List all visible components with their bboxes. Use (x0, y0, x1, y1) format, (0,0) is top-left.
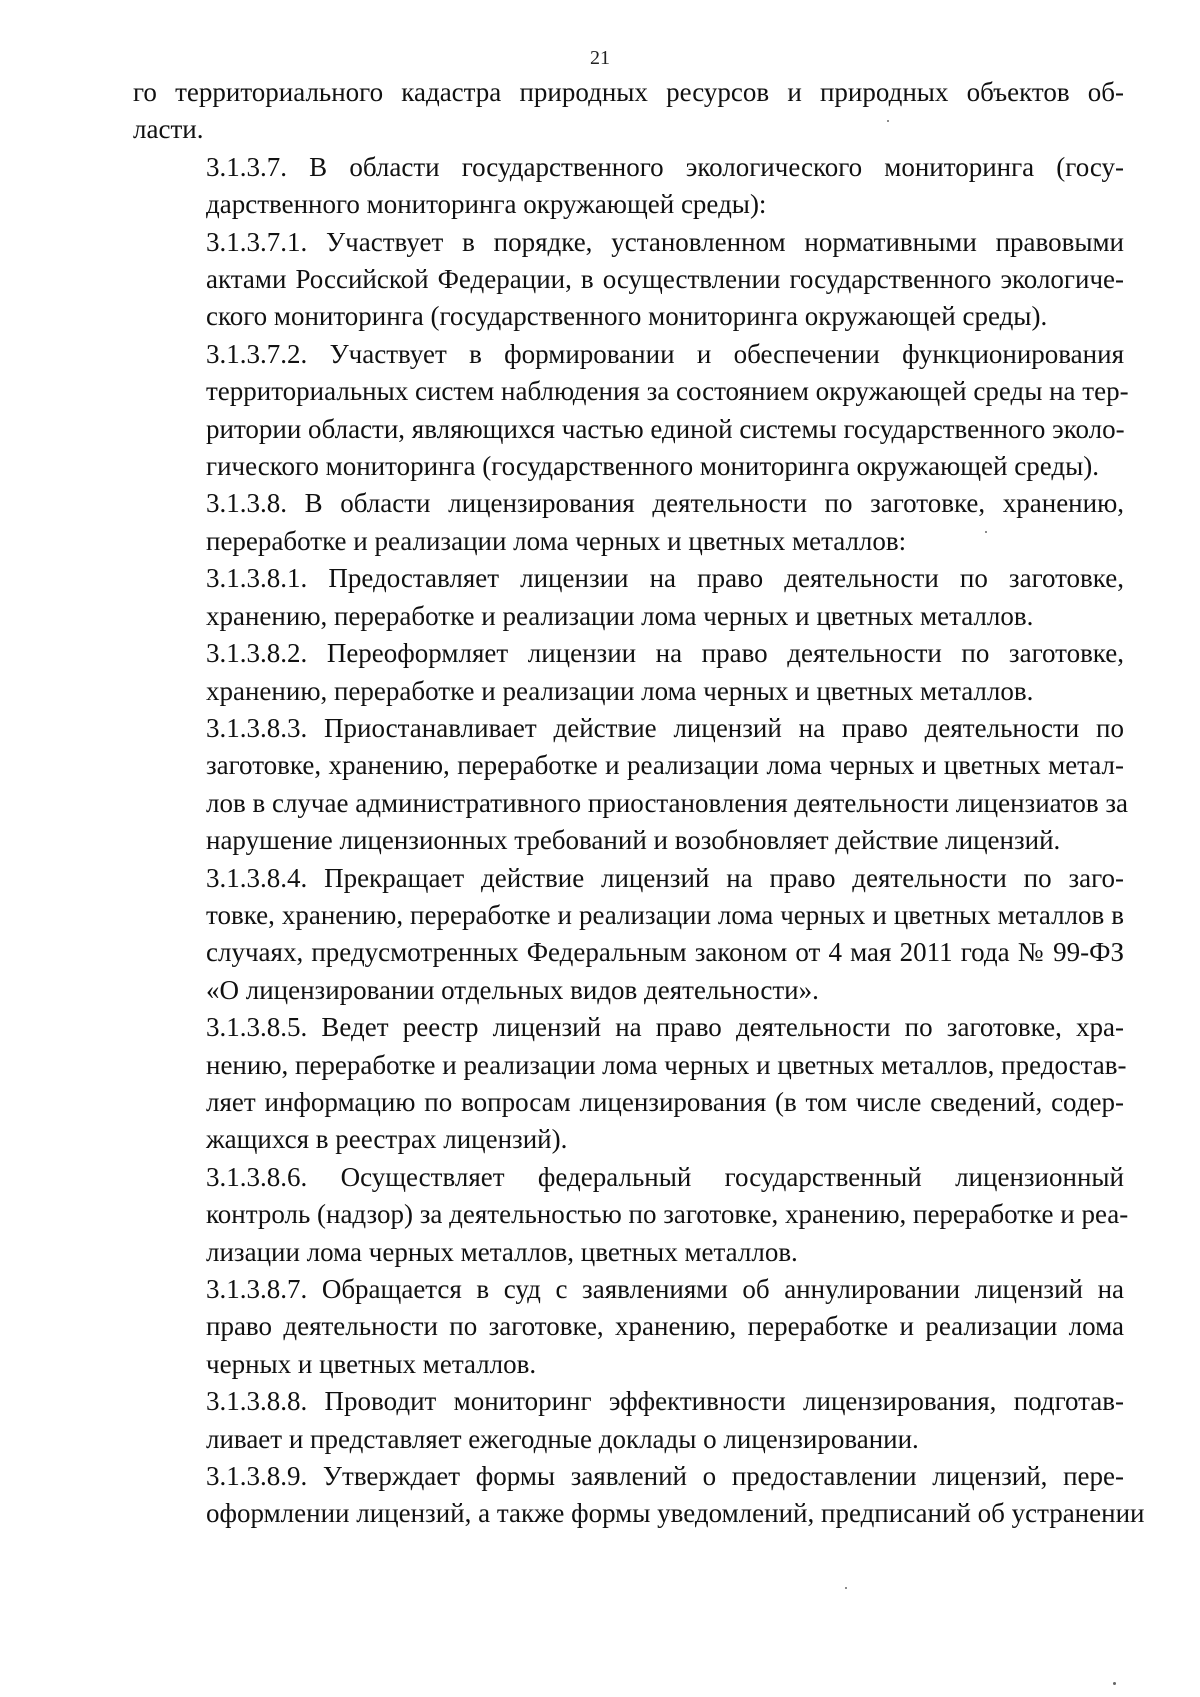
paragraph (133, 1458, 1145, 1533)
text-line: товке, хранению, переработке и реализации лома черных и цветных металлов в (206, 899, 1124, 930)
paragraph (133, 560, 1124, 635)
page-number: 21 (590, 47, 610, 69)
paragraph (133, 710, 1129, 860)
paragraph (133, 1383, 1124, 1458)
paragraph (133, 149, 1124, 224)
text-line: 3.1.3.7.1. Участвует в порядке, установленном нормативными правовыми (206, 226, 1124, 257)
text-line: лизации лома черных металлов, цветных металлов. (206, 1236, 798, 1267)
text-line: лов в случае административного приостановления деятельности лицензиатов за (206, 787, 1129, 818)
text-line: 3.1.3.7.2. Участвует в формировании и обеспечении функционирования (206, 338, 1124, 369)
paragraph (133, 635, 1124, 710)
paragraph (133, 485, 1124, 560)
text-line: 3.1.3.7. В области государственного экологического мониторинга (госу- (206, 151, 1124, 182)
text-line: ского мониторинга (государственного мониторинга окружающей среды). (206, 301, 1048, 332)
paragraph (133, 1271, 1124, 1383)
text-line: переработке и реализации лома черных и цветных металлов: (206, 525, 907, 556)
text-line: ляет информацию по вопросам лицензирования (в том числе сведений, содер- (206, 1086, 1124, 1117)
text-line: право деятельности по заготовке, хранению, переработке и реализации лома (206, 1311, 1124, 1342)
scan-speck (1113, 1682, 1116, 1685)
text-line: го территориального кадастра природных ресурсов и природных объектов об- (133, 77, 1124, 107)
text-line: «О лицензировании отдельных видов деятельности». (206, 974, 819, 1005)
text-line: дарственного мониторинга окружающей среды): (206, 189, 767, 220)
text-line: гического мониторинга (государственного мониторинга окружающей среды). (206, 451, 1099, 482)
paragraph (133, 860, 1124, 1010)
text-line: 3.1.3.8.2. Переоформляет лицензии на право деятельности по заготовке, (206, 638, 1124, 669)
body-text (133, 74, 1145, 1533)
scan-speck (887, 120, 889, 122)
scan-speck (845, 1587, 847, 1589)
text-line: территориальных систем наблюдения за состоянием окружающей среды на тер- (206, 376, 1129, 407)
text-line: контроль (надзор) за деятельностью по заготовке, хранению, переработке и реа- (206, 1199, 1129, 1230)
text-line: нарушение лицензионных требований и возобновляет действие лицензий. (206, 825, 1061, 856)
text-line: хранению, переработке и реализации лома черных и цветных металлов. (206, 600, 1034, 631)
text-line: 3.1.3.8. В области лицензирования деятельности по заготовке, хранению, (206, 488, 1124, 519)
text-line: нению, переработке и реализации лома черных и цветных металлов, предостав- (206, 1049, 1127, 1080)
text-line: 3.1.3.8.3. Приостанавливает действие лицензий на право деятельности по (206, 712, 1124, 743)
text-line: ласти. (133, 114, 204, 145)
paragraph (133, 1159, 1129, 1271)
text-line: ливает и представляет ежегодные доклады о лицензировании. (206, 1423, 919, 1454)
text-line: случаях, предусмотренных Федеральным законом от 4 мая 2011 года № 99-ФЗ (206, 937, 1124, 968)
text-line: 3.1.3.8.4. Прекращает действие лицензий на право деятельности по заго- (206, 862, 1124, 893)
text-line: жащихся в реестрах лицензий). (206, 1124, 568, 1155)
text-line: 3.1.3.8.9. Утверждает формы заявлений о предоставлении лицензий, пере- (206, 1461, 1124, 1492)
text-line: 3.1.3.8.7. Обращается в суд с заявлениями об аннулировании лицензий на (206, 1274, 1124, 1304)
text-line: 3.1.3.8.6. Осуществляет федеральный государственный лицензионный (206, 1161, 1124, 1192)
text-line: хранению, переработке и реализации лома черных и цветных металлов. (206, 675, 1034, 706)
text-line: заготовке, хранению, переработке и реализации лома черных и цветных метал- (206, 750, 1124, 781)
text-line: 3.1.3.8.8. Проводит мониторинг эффективности лицензирования, подготав- (206, 1386, 1124, 1417)
scan-speck (985, 531, 987, 533)
paragraph (133, 224, 1124, 336)
text-line: 3.1.3.8.1. Предоставляет лицензии на право деятельности по заготовке, (206, 563, 1124, 594)
text-line: актами Российской Федерации, в осуществлении государственного экологиче- (206, 264, 1124, 295)
paragraph (133, 74, 1124, 149)
text-line: ритории области, являющихся частью единой системы государственного эколо- (206, 413, 1125, 444)
paragraph (133, 1009, 1127, 1159)
text-line: 3.1.3.8.5. Ведет реестр лицензий на право деятельности по заготовке, хра- (206, 1012, 1124, 1043)
paragraph (133, 336, 1129, 486)
text-line: черных и цветных металлов. (206, 1348, 537, 1379)
text-line: оформлении лицензий, а также формы уведомлений, предписаний об устранении (206, 1498, 1145, 1529)
